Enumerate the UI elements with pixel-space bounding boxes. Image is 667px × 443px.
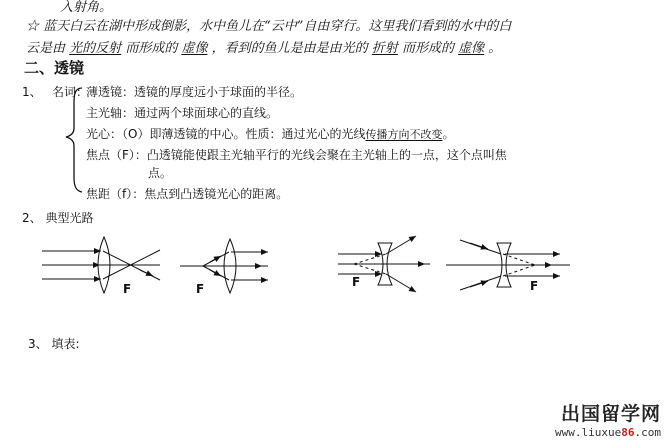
- text-segment: 。: [488, 41, 502, 56]
- watermark-url-number: 86: [621, 426, 635, 439]
- concave-lens-converging-rays: [446, 240, 570, 290]
- watermark-url-prefix: www.liuxue: [555, 426, 622, 439]
- item-1-label: 名词：: [52, 85, 89, 99]
- focus-label-4: F: [530, 279, 539, 293]
- term-focal-length: 焦距（f）：焦点到凸透镜光心的距离。: [86, 187, 289, 201]
- convex-lens-parallel-rays: [42, 237, 160, 293]
- term-focal-point-continued: 点。: [148, 166, 173, 180]
- text-segment: 而形成的: [401, 41, 454, 56]
- optical-center-definition: 光心：（O）即薄透镜的中心。性质：通过光心的光线: [86, 127, 366, 141]
- optical-center-property: 传播方向不改变: [365, 128, 443, 141]
- answer-blank-4: 虚像: [458, 41, 485, 56]
- watermark-url: [555, 426, 661, 439]
- term-thin-lens: 薄透镜：透镜的厚度远小于球面的半径。: [86, 85, 303, 99]
- section-heading: 二、透镜: [24, 59, 85, 77]
- answer-blank-1: 光的反射: [69, 41, 122, 56]
- site-watermark: [555, 399, 661, 439]
- item-2-typical-light-paths: 2、 典型光路: [22, 211, 94, 225]
- text-segment: 而形成的: [125, 41, 178, 56]
- convex-lens-focal-rays: [180, 239, 268, 293]
- term-bracket: [66, 88, 82, 192]
- line-incident-angle: 入射角。: [60, 0, 113, 15]
- optical-center-end: 。: [442, 127, 455, 141]
- answer-blank-2: 虚像: [181, 41, 208, 56]
- watermark-url-suffix: .com: [634, 426, 661, 439]
- text-segment: ，看到的鱼儿是由是由光的: [211, 41, 368, 56]
- term-focal-point: 焦点（F）：凸透镜能使跟主光轴平行的光线会聚在主光轴上的一点，这个点叫焦: [86, 148, 507, 162]
- watermark-title: 出国留学网: [560, 403, 661, 425]
- item-3-fill-table: 3、 填表:: [28, 337, 80, 351]
- focus-label-2: F: [196, 282, 205, 296]
- focus-label-1: F: [123, 282, 132, 296]
- answer-blank-3: 折射: [371, 41, 398, 56]
- text-segment: 云是由: [26, 41, 66, 56]
- item-1-number: 1、: [22, 85, 42, 99]
- reflection-sentence: ☆ 蓝天白云在湖中形成倒影，水中鱼儿在“云中”自由穿行。这里我们看到的水中的白: [26, 19, 512, 34]
- term-principal-axis: 主光轴：通过两个球面球心的直线。: [86, 106, 279, 120]
- focus-label-3: F: [352, 275, 361, 289]
